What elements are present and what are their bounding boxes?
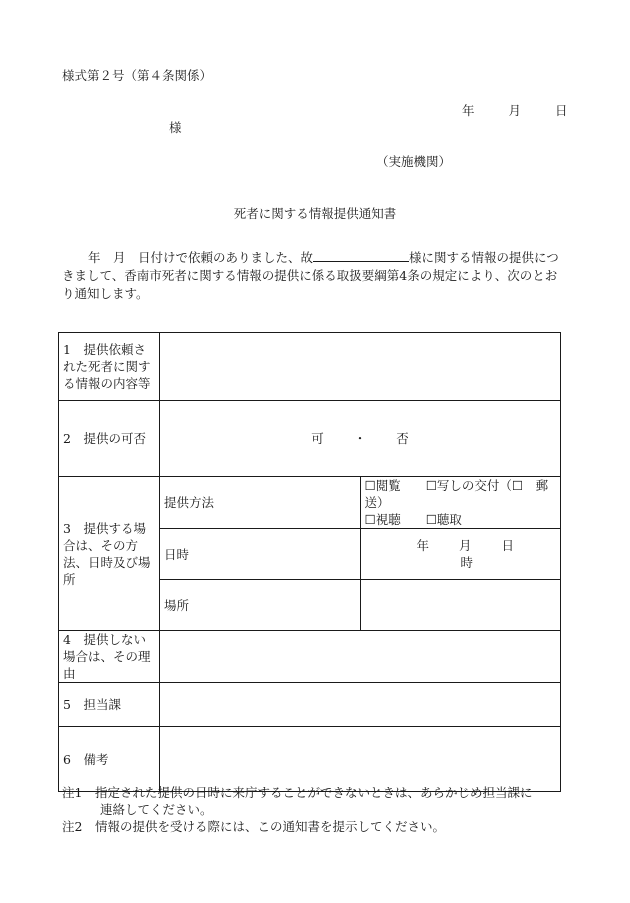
issuing-agency: （実施機関） (376, 154, 452, 169)
dt-hour-label: 時 (460, 555, 474, 570)
body-text-part2: 様に関する情報の提供につきまして、香南市死者に関する情報の提供に係る取扱要綱第4条の規定により、次のとおり通知します。 (62, 250, 559, 301)
dt-day-label: 日 (501, 538, 515, 553)
method-options-line1[interactable]: ☐閲覧 ☐写しの交付（☐ 郵送） (364, 478, 549, 510)
row1-value-cell[interactable] (160, 333, 561, 401)
note-2: 注2 情報の提供を受ける際には、この通知書を提示してください。 (62, 819, 445, 834)
notice-form-table (58, 332, 561, 792)
row5-value-cell[interactable] (160, 683, 561, 727)
method-options-cell (360, 477, 561, 529)
date-year-label: 年 (462, 103, 475, 118)
deceased-name-blank[interactable] (313, 249, 409, 262)
date-day-label: 日 (554, 103, 568, 118)
row-remarks (59, 727, 561, 792)
option-possible[interactable]: 可 (311, 431, 324, 446)
row-department (59, 683, 561, 727)
body-text-part1: 年 月 日付けで依頼のありました、故 (88, 250, 314, 265)
row2-label: 2 提供の可否 (59, 401, 160, 477)
issue-date (462, 101, 567, 119)
notice-body (62, 249, 562, 303)
row3-label: 3 提供する場合は、その方法、日時及び場所 (59, 477, 160, 631)
row-method (59, 477, 561, 529)
row-refusal-reason (59, 631, 561, 683)
row-requested-info (59, 333, 561, 401)
row1-label: 1 提供依頼された死者に関する情報の内容等 (59, 333, 160, 401)
option-not-possible[interactable]: 否 (396, 431, 409, 446)
addressee-suffix: 様 (169, 120, 182, 135)
row6-label: 6 備考 (59, 727, 160, 792)
row-provision-decision (59, 401, 561, 477)
row5-label: 5 担当課 (59, 683, 160, 727)
note-1-line1: 注1 指定された提供の日時に来庁することができないときは、あらかじめ担当課に (62, 785, 533, 800)
form-notes (62, 784, 532, 835)
note-1-line2: 連絡してください。 (100, 802, 213, 817)
dt-month-label: 月 (459, 538, 472, 553)
row4-label: 4 提供しない場合は、その理由 (59, 631, 160, 683)
method-options-line2[interactable]: ☐視聴 ☐聴取 (364, 512, 462, 527)
method-label: 提供方法 (160, 477, 361, 529)
place-label: 場所 (160, 580, 361, 631)
date-month-label: 月 (508, 103, 521, 118)
row2-value-cell (160, 401, 561, 477)
row4-value-cell[interactable] (160, 631, 561, 683)
option-separator: ・ (353, 431, 367, 446)
place-value-cell[interactable] (360, 580, 561, 631)
row6-value-cell[interactable] (160, 727, 561, 792)
datetime-label: 日時 (160, 529, 361, 580)
document-title: 死者に関する情報提供通知書 (233, 206, 397, 221)
dt-year-label: 年 (416, 538, 430, 553)
form-number: 様式第２号（第４条関係） (62, 68, 213, 83)
datetime-value-cell[interactable] (360, 529, 561, 580)
